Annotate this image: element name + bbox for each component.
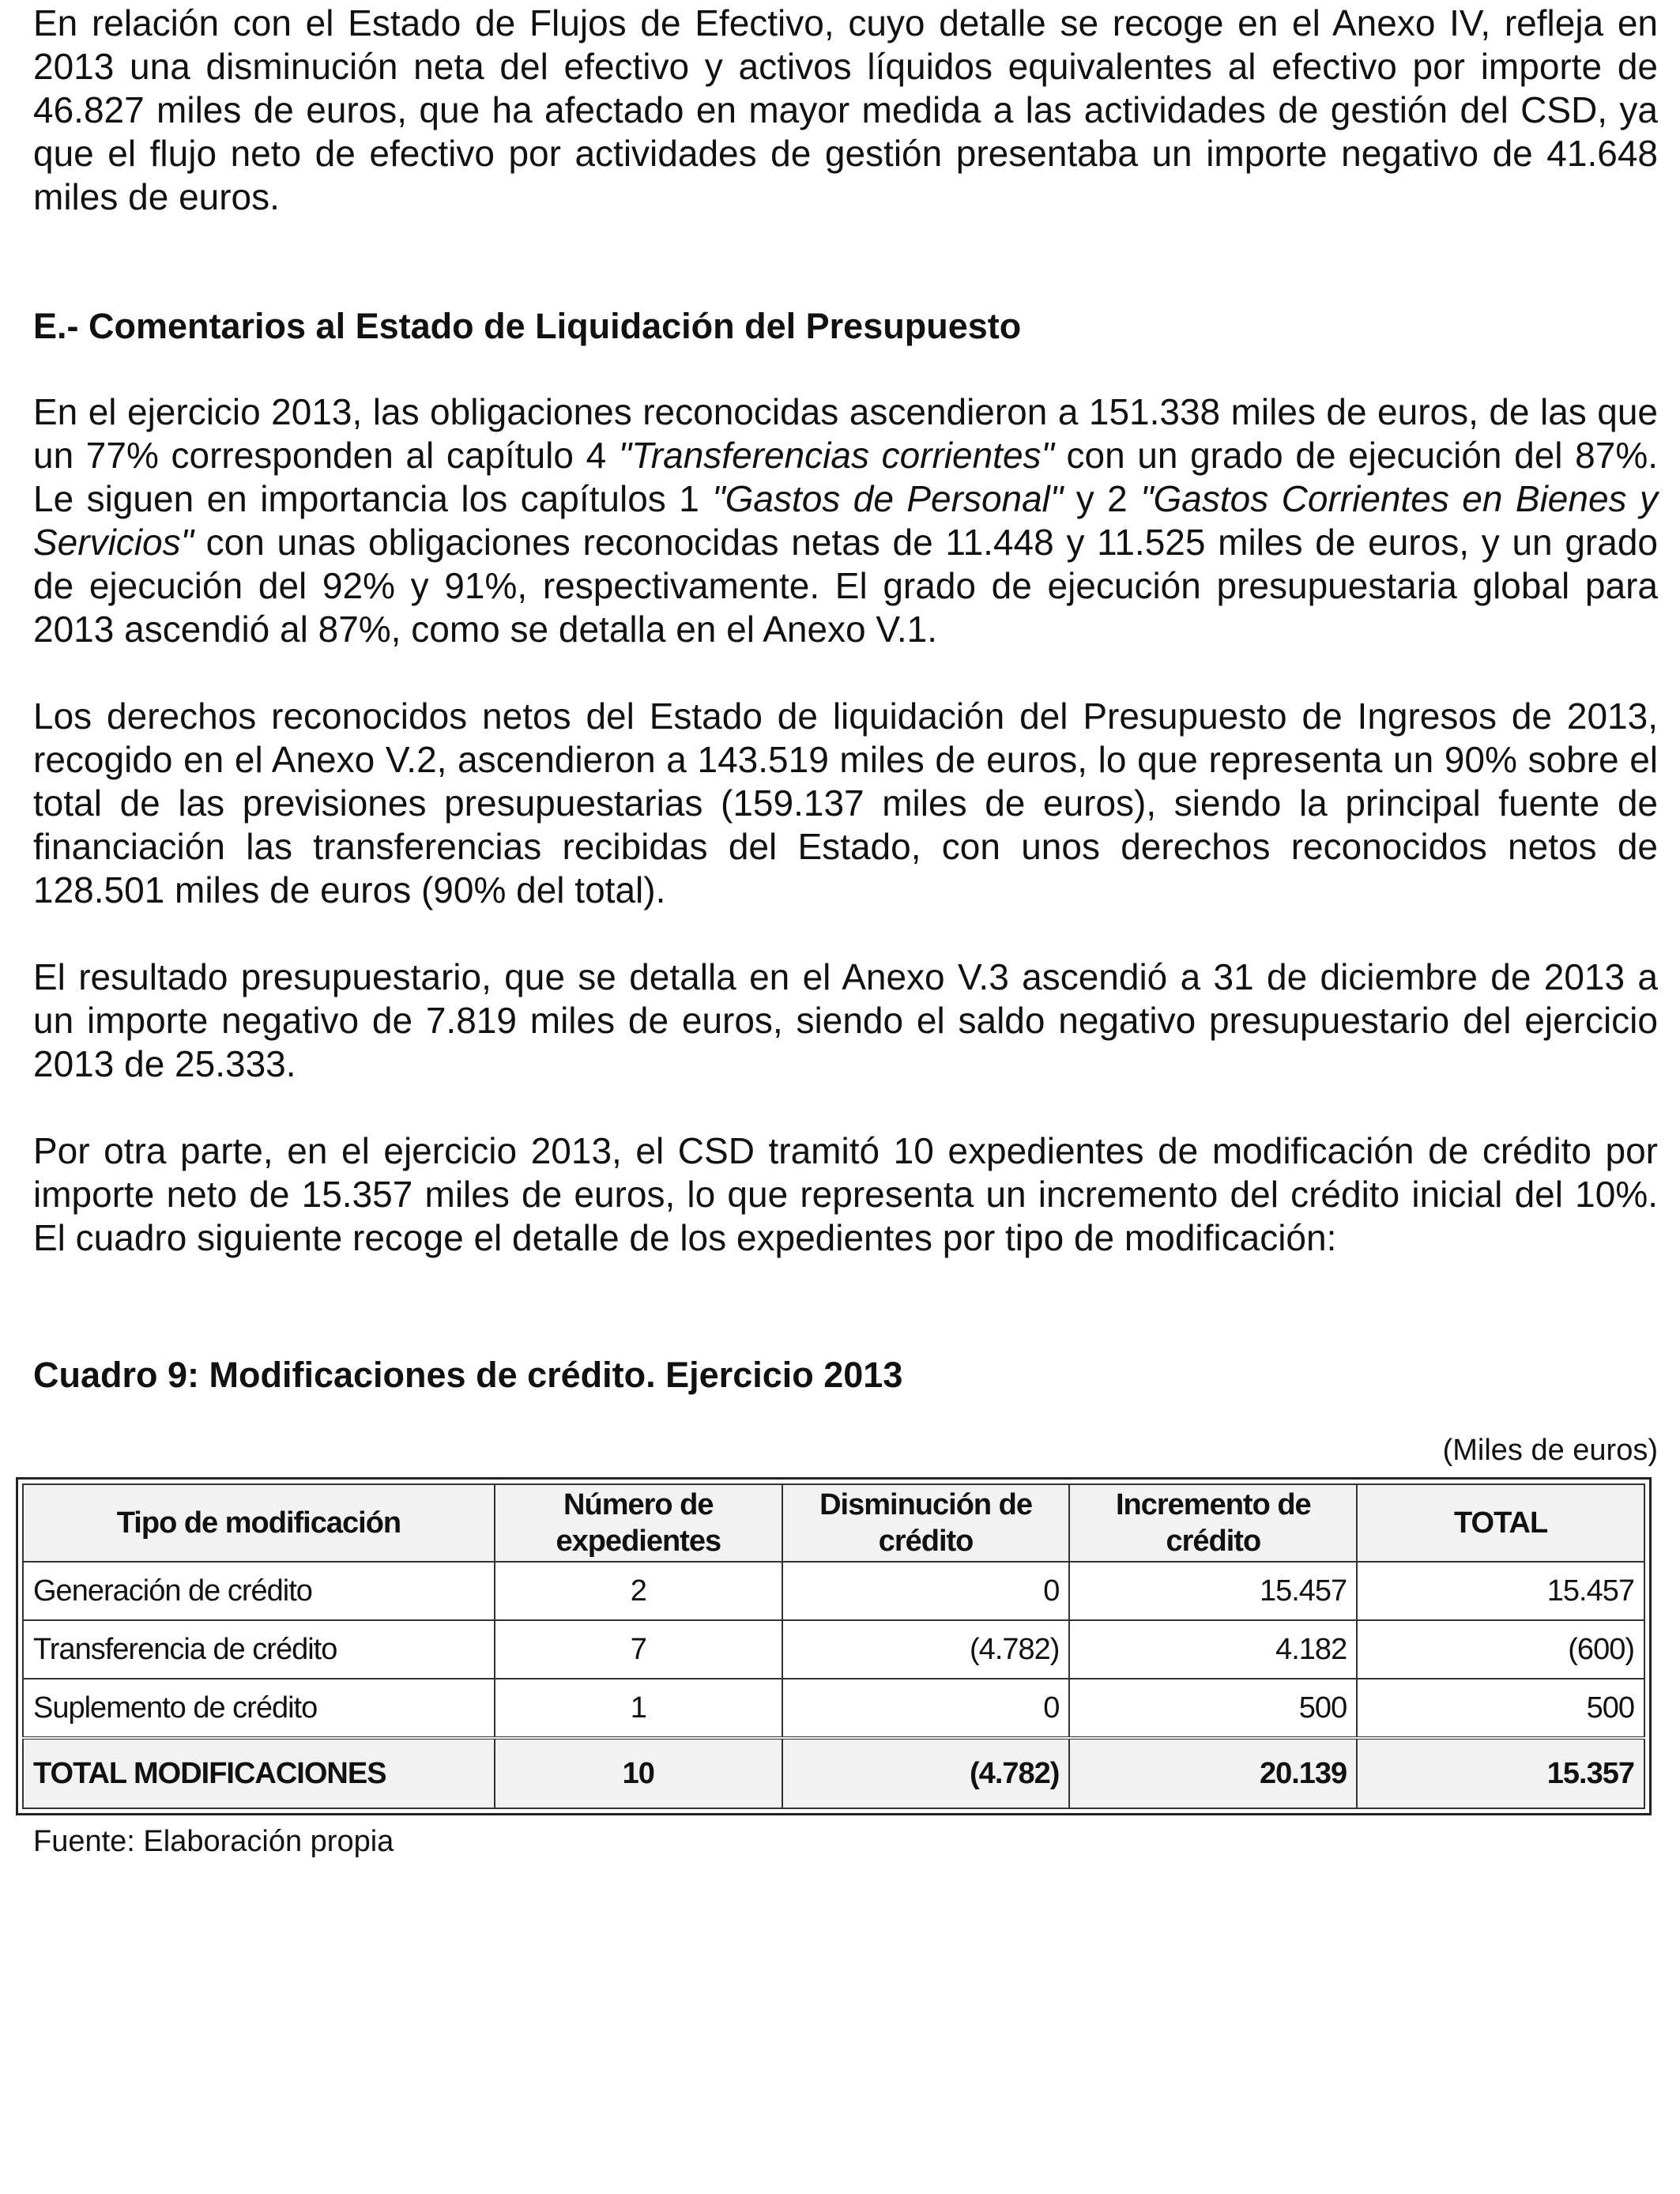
paragraph-obligations-text-3: y 2: [1063, 478, 1141, 519]
cell-incremento: 500: [1069, 1679, 1357, 1738]
table-header-row: [23, 1484, 1644, 1562]
cell-incremento: 15.457: [1069, 1562, 1357, 1620]
header-numero: [495, 1484, 782, 1562]
cell-incremento: 4.182: [1069, 1620, 1357, 1679]
cell-disminucion: (4.782): [782, 1620, 1070, 1679]
header-numero-line2: expedientes: [556, 1525, 721, 1558]
cell-total: 15.457: [1357, 1562, 1644, 1620]
table-total-row: [23, 1738, 1644, 1808]
header-incremento-line2: crédito: [1166, 1525, 1261, 1558]
table-units-label: (Miles de euros): [1442, 1434, 1658, 1467]
total-cell-total: 15.357: [1357, 1738, 1644, 1808]
paragraph-cash-flow: En relación con el Estado de Flujos de Efectivo, cuyo detalle se recoge en el Anexo IV, refleja en 2013 una disminución neta del efectivo y activos líquidos equivalentes al efectivo por importe de 46.827 miles de euros, que ha afectado en mayor medida a las actividades de gestión del CSD, ya que el flujo neto de efectivo por actividades de gestión presentaba un importe negativo de 41.648 miles de euros.: [33, 2, 1658, 217]
cell-total: (600): [1357, 1620, 1644, 1679]
table-title: Cuadro 9: Modificaciones de crédito. Ejercicio 2013: [33, 1355, 903, 1395]
total-cell-incremento: 20.139: [1069, 1738, 1357, 1808]
paragraph-obligations-italic-1: "Transferencias corrientes": [618, 435, 1054, 476]
source-note: Fuente: Elaboración propia: [33, 1825, 394, 1858]
header-total: TOTAL: [1357, 1484, 1644, 1562]
cell-tipo: Suplemento de crédito: [23, 1679, 495, 1738]
header-numero-line1: Número de: [563, 1488, 714, 1521]
total-cell-numero: 10: [495, 1738, 782, 1808]
cell-tipo: Transferencia de crédito: [23, 1620, 495, 1679]
paragraph-obligations-text-2: con un grado de ejecución del 87%. Le siguen en importancia los capítulos 1: [33, 435, 1658, 519]
header-tipo: Tipo de modificación: [23, 1484, 495, 1562]
cell-tipo: Generación de crédito: [23, 1562, 495, 1620]
cell-numero: 2: [495, 1562, 782, 1620]
paragraph-recognized-rights: Los derechos reconocidos netos del Estado de liquidación del Presupuesto de Ingresos de 2013, recogido en el Anexo V.2, ascendieron a 143.519 miles de euros, lo que representa un 90% sobre el total de las previsiones presupuestarias (159.137 miles de euros), siendo la principal fuente de financiación las transferencias recibidas del Estado, con unos derechos reconocidos netos de 128.501 miles de euros (90% del total).: [33, 696, 1658, 910]
table-row: [23, 1562, 1644, 1620]
cell-disminucion: 0: [782, 1562, 1070, 1620]
credit-modifications-table: [22, 1483, 1645, 1809]
cell-numero: 1: [495, 1679, 782, 1738]
cell-disminucion: 0: [782, 1679, 1070, 1738]
paragraph-obligations-italic-2: "Gastos de Personal": [712, 478, 1064, 519]
paragraph-obligations-text-1: En el ejercicio 2013, las obligaciones reconocidas ascendieron a 151.338 miles de euros, de las que un 77% corresponden al capítulo 4: [33, 391, 1658, 476]
total-cell-tipo: TOTAL MODIFICACIONES: [23, 1738, 495, 1808]
section-heading-budget-comments: E.- Comentarios al Estado de Liquidación del Presupuesto: [33, 306, 1022, 346]
table-row: [23, 1679, 1644, 1738]
header-disminucion-line1: Disminución de: [819, 1488, 1033, 1521]
paragraph-credit-modifications: Por otra parte, en el ejercicio 2013, el CSD tramitó 10 expedientes de modificación de crédito por importe neto de 15.357 miles de euros, lo que representa un incremento del crédito inicial del 10%. El cuadro siguiente recoge el detalle de los expedientes por tipo de modificación:: [33, 1130, 1658, 1258]
header-incremento: [1069, 1484, 1357, 1562]
credit-modifications-table-frame: [16, 1477, 1652, 1815]
paragraph-obligations-italic-3: "Gastos Corrientes en Bienes y Servicios": [33, 478, 1658, 563]
total-cell-disminucion: (4.782): [782, 1738, 1070, 1808]
header-disminucion-line2: crédito: [878, 1525, 974, 1558]
document-page: [33, 0, 1658, 1468]
paragraph-obligations-text-4: con unas obligaciones reconocidas netas de 11.448 y 11.525 miles de euros, y un grado de ejecución del 92% y 91%, respectivamente. El grado de ejecución presupuestaria global para 2013 ascendió al 87%, como se detalla en el Anexo V.1.: [33, 522, 1658, 650]
table-row: [23, 1620, 1644, 1679]
header-incremento-line1: Incremento de: [1115, 1488, 1311, 1521]
cell-total: 500: [1357, 1679, 1644, 1738]
paragraph-budget-result: El resultado presupuestario, que se detalla en el Anexo V.3 ascendió a 31 de diciembre de 2013 a un importe negativo de 7.819 miles de euros, siendo el saldo negativo presupuestario del ejercicio 2013 de 25.333.: [33, 956, 1658, 1084]
header-disminucion: [782, 1484, 1070, 1562]
cell-numero: 7: [495, 1620, 782, 1679]
paragraph-obligations: [33, 390, 1658, 651]
